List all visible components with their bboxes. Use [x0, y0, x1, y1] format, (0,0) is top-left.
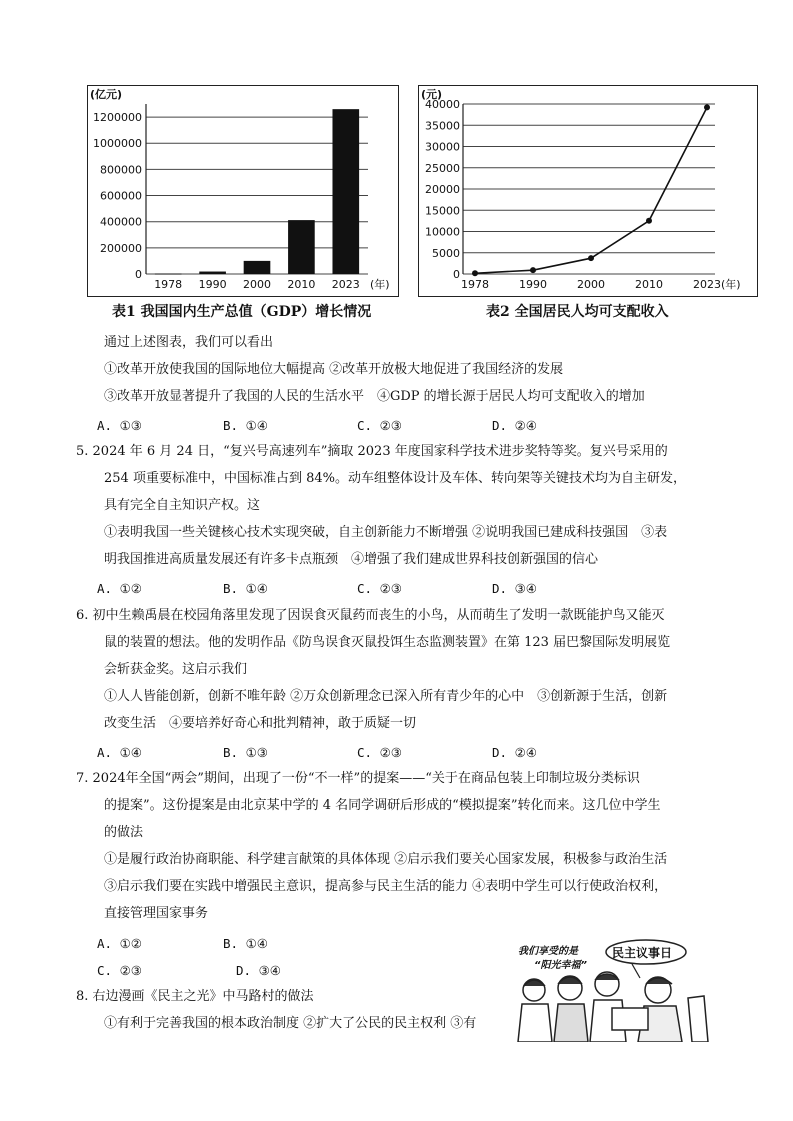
chart2-x-tick-label: 2000: [577, 278, 605, 291]
chart2-x-unit: (年): [721, 278, 741, 291]
q7-line-5: ③启示我们要在实践中增强民主意识，提高参与民主生活的能力 ④表明中学生可以行使政治权利，: [104, 879, 668, 894]
chart1-y-tick-label: 400000: [100, 215, 142, 229]
q6-line-4: ①人人皆能创新，创新不唯年龄 ②万众创新理念已深入所有青少年的心中 ③创新源于生活，创新: [104, 689, 668, 704]
q6-line-2: 鼠的装置的想法。他的发明作品《防鸟误食灭鼠投饵生态监测装置》在第 123 届巴黎国际发明展览: [104, 635, 671, 650]
q5-line-5: 明我国推进高质量发展还有许多卡点瓶颈 ④增强了我们建成世界科技创新强国的信心: [104, 552, 599, 567]
chart1-x-tick-label: 1978: [154, 278, 183, 291]
q7-line-3: 的做法: [104, 825, 144, 840]
chart1-bar: [199, 272, 226, 274]
chart1-unit-label: (亿元): [90, 88, 123, 101]
q7-line-6: 直接管理国家事务: [104, 906, 209, 921]
chart1-x-tick-label: 2023: [331, 278, 360, 291]
chart2-data-point: [704, 104, 710, 110]
chart2-x-tick-label: 1978: [461, 278, 489, 291]
q6-line-5: 改变生活 ④要培养好奇心和批判精神，敢于质疑一切: [104, 716, 417, 731]
income-line-chart: [418, 85, 758, 297]
income-line-chart-svg: [419, 86, 757, 296]
q5-option-d[interactable]: D. ③④: [492, 581, 537, 596]
chart1-y-tick-label: 200000: [100, 241, 142, 255]
chart2-data-point: [530, 267, 536, 273]
chart2-y-tick-label: 20000: [425, 183, 460, 196]
gdp-bar-chart-svg: [88, 86, 398, 296]
chart1-bar: [332, 109, 359, 274]
comic-speech-line-1: 我们享受的是: [518, 946, 578, 957]
q4-option-d[interactable]: D. ②④: [492, 418, 537, 433]
chart2-y-tick-label: 15000: [425, 204, 460, 218]
q5-line-2: 254 项重要标准中，中国标准占到 84%。动车组整体设计及车体、转向架等关键技术均为自主研发，: [104, 471, 686, 486]
gdp-bar-chart: [87, 85, 399, 297]
chart1-y-tick-label: 800000: [100, 163, 142, 177]
q7-option-b[interactable]: B. ①④: [223, 936, 268, 951]
chart1-x-unit: (年): [370, 278, 390, 291]
chart1-y-tick-label: 600000: [100, 189, 142, 203]
q5-option-c[interactable]: C. ②③: [357, 581, 402, 596]
q8-line-1: 8. 右边漫画《民主之光》中马路村的做法: [76, 989, 314, 1004]
chart1-caption: 表1 我国国内生产总值（GDP）增长情况: [112, 304, 372, 320]
chart2-x-tick-label: 2010: [635, 278, 663, 291]
chart2-y-tick-label: 40000: [425, 98, 460, 111]
q5-option-b[interactable]: B. ①④: [223, 581, 268, 596]
chart1-x-tick-label: 2000: [243, 278, 271, 291]
comic-speech-line-2: “阳光幸福”: [534, 960, 587, 971]
chart2-x-tick-label: 1990: [519, 278, 547, 291]
chart2-caption: 表2 全国居民人均可支配收入: [486, 304, 669, 320]
q6-line-3: 会斩获金奖。这启示我们: [104, 662, 248, 677]
chart2-y-tick-label: 0: [453, 268, 460, 281]
q4-statement-2: ③改革开放显著提升了我国的人民的生活水平 ④GDP 的增长源于居民人均可支配收入的增加: [104, 389, 645, 404]
q6-option-b[interactable]: B. ①③: [223, 745, 268, 760]
comic-drawing: [512, 938, 712, 1042]
q4-option-b[interactable]: B. ①④: [223, 418, 268, 433]
chart1-y-tick-label: 1200000: [93, 111, 142, 125]
chart2-y-tick-label: 25000: [425, 161, 460, 175]
q7-option-d[interactable]: D. ③④: [236, 963, 281, 978]
chart2-data-point: [472, 270, 478, 276]
q5-line-1: 5. 2024 年 6 月 24 日，“复兴号高速列车”摘取 2023 年度国家科学技术进步奖特等奖。复兴号采用的: [76, 444, 668, 459]
chart2-y-tick-label: 10000: [425, 225, 460, 239]
chart2-data-point: [588, 255, 594, 261]
democracy-comic: [512, 938, 712, 1042]
comic-bubble-text: 民主议事日: [612, 946, 673, 960]
chart1-bar: [288, 220, 315, 274]
q5-option-a[interactable]: A. ①②: [97, 581, 142, 596]
q5-line-3: 具有完全自主知识产权。这: [104, 498, 261, 513]
chart1-bar: [244, 261, 271, 274]
q4-option-a[interactable]: A. ①③: [97, 418, 142, 433]
chart2-y-tick-label: 5000: [432, 246, 460, 260]
q4-statement-1: ①改革开放使我国的国际地位大幅提高 ②改革开放极大地促进了我国经济的发展: [104, 362, 564, 377]
q6-option-d[interactable]: D. ②④: [492, 745, 537, 760]
q7-line-4: ①是履行政治协商职能、科学建言献策的具体体现 ②启示我们要关心国家发展，积极参与政治生活: [104, 852, 668, 867]
chart2-y-tick-label: 35000: [425, 119, 460, 133]
q5-line-4: ①表明我国一些关键核心技术实现突破，自主创新能力不断增强 ②说明我国已建成科技强国 ③表: [104, 525, 668, 540]
q6-line-1: 6. 初中生赖禹晨在校园角落里发现了因误食灭鼠药而丧生的小鸟，从而萌生了发明一款既能护鸟又能灭: [76, 608, 665, 623]
chart2-data-point: [646, 218, 652, 224]
q4-option-c[interactable]: C. ②③: [357, 418, 402, 433]
q7-line-2: 的提案”。这份提案是由北京某中学的 4 名同学调研后形成的“模拟提案”转化而来。这几位中学生: [104, 798, 661, 813]
chart2-y-tick-label: 30000: [425, 140, 460, 154]
villager-figures: [518, 972, 708, 1042]
chart2-series-line: [475, 107, 707, 273]
chart1-x-tick-label: 1990: [198, 278, 227, 291]
q7-option-a[interactable]: A. ①②: [97, 936, 142, 951]
q6-option-c[interactable]: C. ②③: [357, 745, 402, 760]
chart1-y-tick-label: 0: [135, 268, 142, 281]
chart1-y-tick-label: 1000000: [93, 137, 142, 151]
q4-stem: 通过上述图表，我们可以看出: [104, 335, 274, 350]
q8-line-2: ①有利于完善我国的根本政治制度 ②扩大了公民的民主权利 ③有: [104, 1016, 477, 1031]
q7-line-1: 7. 2024年全国“两会”期间，出现了一份“不一样”的提案——“关于在商品包装上印制垃圾分类标识: [76, 771, 640, 786]
q7-option-c[interactable]: C. ②③: [97, 963, 142, 978]
q6-option-a[interactable]: A. ①④: [97, 745, 142, 760]
chart2-unit-label: (元): [421, 88, 443, 101]
chart1-x-tick-label: 2010: [287, 278, 316, 291]
chart2-x-tick-label: 2023: [693, 278, 721, 291]
chart1-bar: [155, 274, 182, 275]
